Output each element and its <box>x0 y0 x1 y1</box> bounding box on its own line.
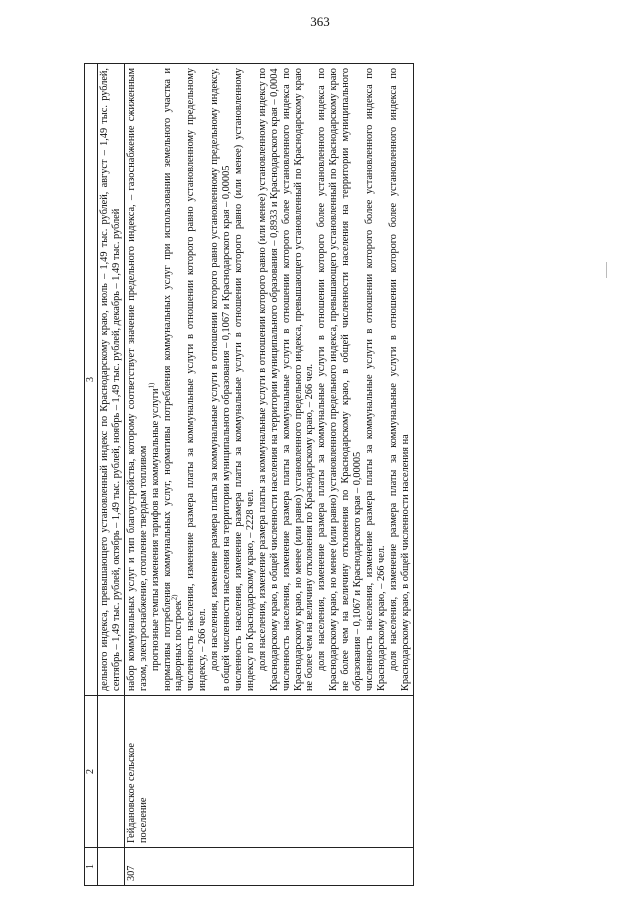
detail-share-le-index: доля населения, изменение размера платы за коммунальные услуги в отношении которого равно (или менее) установленному индексу по Краснодарскому краю, в общей численности населения на территории муниципального образования – 0,8933 и Краснодарского края – 0,0004 <box>256 68 280 691</box>
continuation-text: дельного индекса, превышающего установленный индекс по Краснодарскому краю, июль – 1,49 тыс. рублей, август – 1,49 тыс. рублей, сентябрь – 1,49 тыс. рублей, октябрь – 1,49 тыс. рублей, ноябрь – 1,49 тыс. рублей, декабрь – 1,49 тыс. рублей <box>99 68 122 691</box>
margin-mark <box>606 262 607 278</box>
table-row <box>124 64 413 886</box>
detail-utility-set: набор коммунальных услуг и тип благоустройства, которому соответствует значение предельного индекса, – газоснабжение сжиженным газом, электроснабжение, отопление твердым топливом <box>125 68 149 691</box>
header-col-1: 1 <box>85 848 98 886</box>
continuation-name-cell <box>98 696 125 848</box>
data-table <box>84 63 414 886</box>
table-rotated-wrapper <box>84 64 576 886</box>
table-rotated <box>84 64 576 886</box>
detail-consumption-norms: нормативы потребления коммунальных услуг, нормативы потребления коммунальных услуг при использовании земельного участка и надворных построек$^{2)}$ <box>161 68 185 691</box>
detail-tariff-forecast: прогнозные темпы изменения тарифов на коммунальные услуги$^{1)}$ <box>147 382 161 671</box>
detail-share-between: доля населения, изменение размера платы за коммунальные услуги в отношении которого более установленного индекса по Краснодарскому краю, но менее (или равно) установленного предельного индекса, превышающего установленный по Краснодарскому краю не более чем на величину отклонения по Краснодарскому краю, в общей численности населения на территории муниципального образования – 0,1067 и Краснодарского края – 0,00005 <box>316 68 364 691</box>
row-details <box>124 64 413 696</box>
detail-share-above: доля населения, изменение размера платы за коммунальные услуги в отношении которого более установленного индекса по Краснодарскому краю, в общей численности населения на <box>387 68 411 691</box>
header-row <box>85 64 98 886</box>
detail-population-le-index: численность населения, изменение размера платы за коммунальные услуги в отношении которого равно (или менее) установленному индексу по Краснодарскому краю, – 2228 чел. <box>232 68 256 691</box>
continuation-row <box>98 64 125 886</box>
settlement-name: Гейдановское сельское поселение <box>124 696 413 848</box>
continuation-text-cell <box>98 64 125 696</box>
row-number: 307 <box>124 848 413 886</box>
header-col-3: 3 <box>85 64 98 696</box>
detail-population-between: численность населения, изменение размера платы за коммунальные услуги в отношении которого более установленного индекса по Краснодарскому краю, но менее (или равно) установленного предельного индекса, превышающего установленный по Краснодарскому краю не более чем на величину отклонения по Краснодарскому краю, – 266 чел. <box>280 68 316 691</box>
detail-population-equal: численность населения, изменение размера платы за коммунальные услуги в отношении которого равно установленному предельному индексу, – 266 чел. <box>185 68 209 691</box>
detail-population-above: численность населения, изменение размера платы за коммунальные услуги в отношении которого более установленного индекса по Краснодарскому краю, – 266 чел. <box>363 68 387 691</box>
header-col-2: 2 <box>85 696 98 848</box>
continuation-num-cell <box>98 848 125 886</box>
page-number: 363 <box>310 14 330 29</box>
detail-share-equal: доля населения, изменение размера платы за коммунальные услуги в отношении которого равно установленному предельному индексу, в общей численности населения на территории муниципального образования – 0,1067 и Краснодарского края – 0,00005 <box>209 68 233 691</box>
